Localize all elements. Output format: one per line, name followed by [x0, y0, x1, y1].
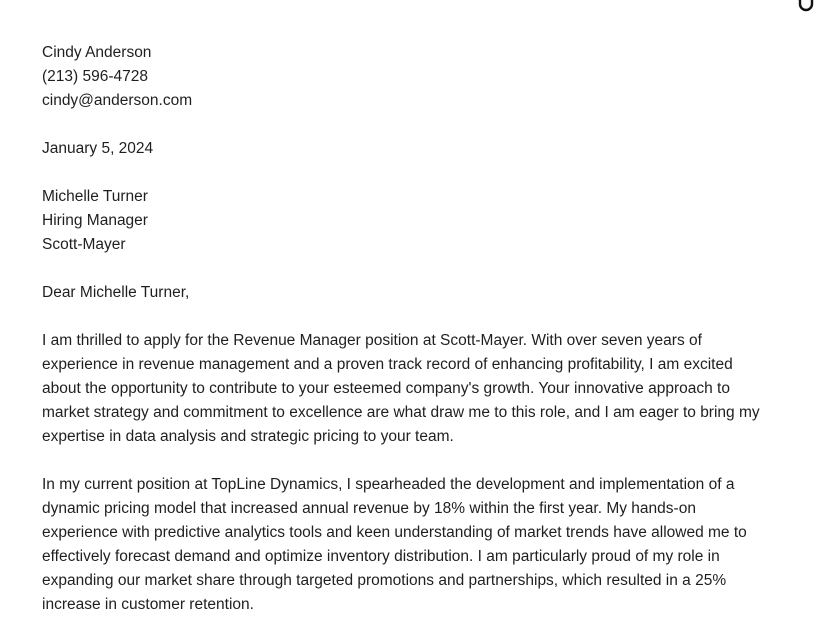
paragraph-line: effectively forecast demand and optimize inventory distribution. I am particularly proud of my role in	[42, 548, 720, 565]
cover-letter	[42, 41, 817, 620]
sender-block	[42, 41, 817, 113]
paragraph-line: dynamic pricing model that increased annual revenue by 18% within the first year. My hands-on	[42, 500, 696, 517]
sender-email: cindy@anderson.com	[42, 92, 193, 109]
recipient-block	[42, 185, 817, 257]
paragraph-line: experience with predictive analytics tools and keen understanding of market trends have allowed me to	[42, 524, 747, 541]
sender-phone: (213) 596-4728	[42, 68, 148, 85]
paragraph-line: In my current position at TopLine Dynamics, I spearheaded the development and implementation of a	[42, 476, 735, 493]
body-paragraph-2	[42, 473, 817, 617]
paragraph-line: increase in customer retention.	[42, 596, 254, 613]
paragraph-line: expertise in data analysis and strategic pricing to your team.	[42, 428, 454, 445]
paragraph-line: market strategy and commitment to excellence are what draw me to this role, and I am eager to bring my	[42, 404, 760, 421]
letter-date: January 5, 2024	[42, 140, 154, 157]
paragraph-line: I am thrilled to apply for the Revenue Manager position at Scott-Mayer. With over seven years of	[42, 332, 702, 349]
salutation: Dear Michelle Turner,	[42, 284, 190, 301]
recipient-title: Hiring Manager	[42, 212, 148, 229]
paragraph-line: experience in revenue management and a proven track record of enhancing profitability, I am excited	[42, 356, 733, 373]
sender-name: Cindy Anderson	[42, 44, 152, 61]
recipient-company: Scott-Mayer	[42, 236, 126, 253]
body-paragraph-1	[42, 329, 817, 449]
paragraph-line: expanding our market share through targeted promotions and partnerships, which resulted in a 25%	[42, 572, 727, 589]
recipient-name: Michelle Turner	[42, 188, 148, 205]
paragraph-line: about the opportunity to contribute to your esteemed company's growth. Your innovative approach to	[42, 380, 730, 397]
partial-glyph-icon	[796, 0, 818, 14]
